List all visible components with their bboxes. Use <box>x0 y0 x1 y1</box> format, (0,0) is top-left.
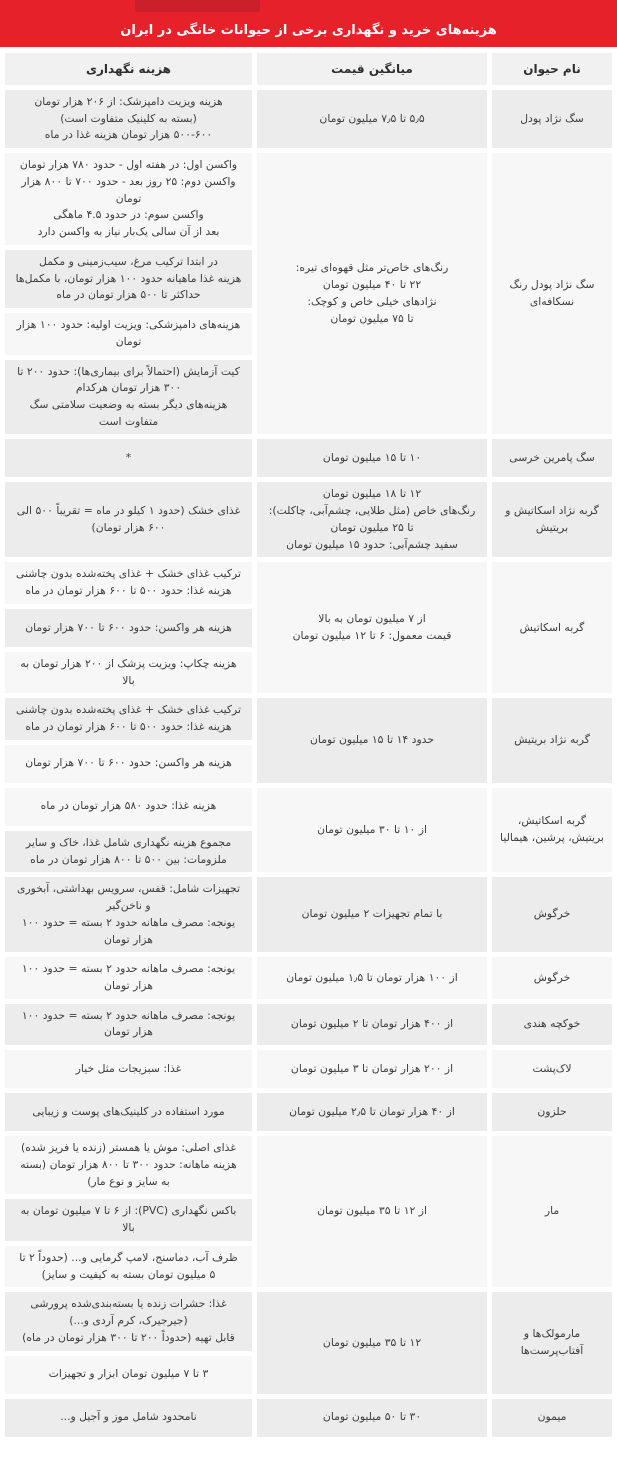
maintenance-line: هزینه غذا ماهیانه حدود ۱۰۰ هزار تومان، با مکمل‌ها حداکثر تا ۵۰۰ هزار تومان در ماه <box>15 271 242 302</box>
maintenance-line: بعد از آن سالی یک‌بار نیاز به واکسن دارد <box>37 225 220 239</box>
animal-cell: سگ نژاد پودل رنگ نسکافه‌ای <box>492 153 612 434</box>
column-header-price: میانگین قیمت <box>257 53 487 85</box>
price-line: از ۱۰ تا ۳۰ میلیون تومان <box>317 822 427 836</box>
maintenance-block <box>5 90 252 148</box>
maintenance-line: * <box>125 451 132 465</box>
price-cell <box>257 482 487 557</box>
maintenance-line: (بسته به کلینیک متفاوت است) <box>60 111 197 125</box>
table-row <box>5 90 612 148</box>
animal-cell: گربه اسکاتیش، بریتیش، پرشین، هیمالیا <box>492 788 612 872</box>
maintenance-block <box>5 1399 252 1437</box>
maintenance-line: هزینه غذا: حدود ۵۰۰ تا ۶۰۰ هزار تومان در ماه <box>25 584 232 598</box>
maintenance-line: هزینه غذا: حدود ۵۸۰ هزار تومان در ماه <box>40 799 217 813</box>
table-row <box>5 1004 612 1045</box>
price-line: ۲۲ تا ۴۰ میلیون تومان <box>322 278 422 292</box>
column-header-animal: نام حیوان <box>492 53 612 85</box>
maintenance-block <box>5 1136 252 1194</box>
price-line: ۱۲ تا ۱۸ میلیون تومان <box>322 487 422 501</box>
price-line: ۱۰ تا ۱۵ میلیون تومان <box>322 451 422 465</box>
maintenance-line: هزینه چکاپ: ویزیت پزشک از ۲۰۰ هزار تومان به بالا <box>20 656 237 687</box>
maintenance-cell <box>5 1093 252 1131</box>
animal-cell: خرگوش <box>492 877 612 952</box>
price-cell <box>257 788 487 872</box>
maintenance-line: هزینه هر واکسن: حدود ۶۰۰ تا ۷۰۰ هزار تومان <box>25 756 232 770</box>
maintenance-block <box>5 1004 252 1045</box>
maintenance-line: هزینه‌های دیگر بسته به وضعیت سلامتی سگ متفاوت است <box>29 398 228 428</box>
price-cell <box>257 1050 487 1088</box>
maintenance-block <box>5 1246 252 1287</box>
maintenance-cell <box>5 1292 252 1393</box>
animal-cell: مارمولک‌ها و آفتاب‌پرست‌ها <box>492 1292 612 1393</box>
maintenance-line: هزینه غذا: حدود ۵۰۰ تا ۶۰۰ هزار تومان در ماه <box>25 720 232 734</box>
price-cell <box>257 90 487 148</box>
maintenance-line: ترکیب غذای خشک + غذای پخته‌شده بدون چاشنی <box>16 703 242 717</box>
maintenance-line: ترکیب غذای خشک + غذای پخته‌شده بدون چاشنی <box>16 567 242 581</box>
maintenance-cell <box>5 562 252 693</box>
maintenance-line: هزینه هر واکسن: حدود ۶۰۰ تا ۷۰۰ هزار تومان <box>25 620 232 634</box>
maintenance-line: یونجه: مصرف ماهانه حدود ۲ بسته = حدود ۱۰۰ هزار تومان <box>21 962 236 992</box>
price-cell <box>257 1004 487 1045</box>
maintenance-block <box>5 652 252 693</box>
price-cell <box>257 1093 487 1131</box>
maintenance-block <box>5 482 252 557</box>
animal-cell: میمون <box>492 1399 612 1437</box>
animal-cell: سگ پامرین خرسی <box>492 439 612 477</box>
price-line: سفید چشم‌آبی: حدود ۱۵ میلیون تومان <box>286 537 458 551</box>
maintenance-cell <box>5 1004 252 1045</box>
price-line: ۵٫۵ تا ۷٫۵ میلیون تومان <box>319 111 425 125</box>
price-line: تا ۷۵ میلیون تومان <box>330 311 414 325</box>
maintenance-line: غذا: حشرات زنده یا بسته‌بندی‌شده پرورشی (جیرجیرک، کرم آردی و...) <box>30 1297 227 1328</box>
table-row <box>5 1399 612 1437</box>
maintenance-line: هزینه‌های دامپزشکی: ویزیت اولیه: حدود ۱۰۰ هزار تومان <box>16 318 241 348</box>
price-cell <box>257 562 487 693</box>
column-header-maintenance: هزینه نگهداری <box>5 53 252 85</box>
maintenance-block <box>5 562 252 603</box>
maintenance-cell <box>5 90 252 148</box>
maintenance-line: تجهیزات شامل: قفس، سرویس بهداشتی، آبخوری و ناخن‌گیر <box>17 882 240 913</box>
maintenance-block <box>5 877 252 952</box>
maintenance-block <box>5 439 252 477</box>
price-cell <box>257 877 487 952</box>
maintenance-block <box>5 1050 252 1088</box>
maintenance-block <box>5 1199 252 1240</box>
price-cell <box>257 153 487 434</box>
table-row <box>5 877 612 952</box>
price-line: از ۴۰۰ هزار تومان تا ۲ میلیون تومان <box>290 1017 454 1031</box>
maintenance-block <box>5 1356 252 1394</box>
table-row <box>5 482 612 557</box>
maintenance-line: در ابتدا ترکیب مرغ، سیب‌زمینی و مکمل <box>39 254 218 268</box>
maintenance-cell <box>5 153 252 434</box>
maintenance-block <box>5 788 252 826</box>
price-line: از ۴۰ هزار تومان تا ۲٫۵ میلیون تومان <box>289 1104 455 1118</box>
price-cell <box>257 1292 487 1393</box>
price-line: حدود ۱۴ تا ۱۵ میلیون تومان <box>309 733 435 747</box>
table-header-row <box>5 53 612 85</box>
maintenance-line: غذای خشک (حدود ۱ کیلو در ماه = تقریباً ۵۰۰ الی ۶۰۰ هزار تومان) <box>16 504 241 534</box>
maintenance-cell <box>5 482 252 557</box>
maintenance-line: ۵۰۰-۶۰۰ هزار تومان هزینه غذا در ماه <box>44 128 213 142</box>
animal-cell: لاک‌پشت <box>492 1050 612 1088</box>
table-row <box>5 788 612 872</box>
animal-cell: گربه نژاد بریتیش <box>492 698 612 782</box>
animal-cell: گربه اسکاتیش <box>492 562 612 693</box>
animal-cell: سگ نژاد پودل <box>492 90 612 148</box>
price-line: نژادهای خیلی خاص و کوچک: <box>307 294 437 308</box>
maintenance-line: ۳ تا ۷ میلیون تومان ابزار و تجهیزات <box>48 1367 209 1381</box>
maintenance-cell <box>5 1136 252 1287</box>
maintenance-block <box>5 1292 252 1350</box>
price-line: قیمت معمول: ۶ تا ۱۲ میلیون تومان <box>292 628 452 642</box>
table-row <box>5 1292 612 1393</box>
maintenance-cell <box>5 439 252 477</box>
table-row <box>5 439 612 477</box>
maintenance-line: قابل تهیه (حدوداً ۲۰۰ تا ۳۰۰ هزار تومان در ماه) <box>22 1330 235 1344</box>
maintenance-line: غذای اصلی: موش یا همستر (زنده یا فریز شده) <box>21 1141 236 1155</box>
price-cell <box>257 1136 487 1287</box>
table-row <box>5 957 612 998</box>
price-cell <box>257 439 487 477</box>
price-line: ۱۲ تا ۳۵ میلیون تومان <box>322 1335 422 1349</box>
banner <box>0 0 617 47</box>
price-line: با تمام تجهیزات ۲ میلیون تومان <box>301 907 443 921</box>
maintenance-block <box>5 745 252 783</box>
maintenance-block <box>5 153 252 245</box>
maintenance-line: مجموع هزینه نگهداری شامل غذا، خاک و سایر ملزومات: بین ۵۰۰ تا ۸۰۰ هزار تومان در ماه <box>25 835 232 866</box>
price-cell <box>257 698 487 782</box>
maintenance-cell <box>5 957 252 998</box>
maintenance-line: هزینه ویزیت دامپزشک: از ۲۰۶ هزار تومان <box>34 95 223 108</box>
price-line: از ۱۰۰ هزار تومان تا ۱٫۵ میلیون تومان <box>286 970 458 984</box>
maintenance-cell <box>5 698 252 782</box>
cost-table <box>0 47 617 1457</box>
animal-cell: مار <box>492 1136 612 1287</box>
maintenance-block <box>5 609 252 647</box>
table-row <box>5 698 612 782</box>
table-row <box>5 562 612 693</box>
maintenance-line: یونجه: مصرف ماهانه حدود ۲ بسته = حدود ۱۰۰ هزار تومان <box>21 915 236 946</box>
maintenance-block <box>5 831 252 872</box>
maintenance-block <box>5 313 252 354</box>
page-title: هزینه‌های خرید و نگهداری برخی از حیوانات خانگی در ایران <box>120 23 497 38</box>
animal-cell: گربه نژاد اسکاتیش و بریتیش <box>492 482 612 557</box>
maintenance-block <box>5 360 252 435</box>
price-line: از ۱۲ تا ۳۵ میلیون تومان <box>317 1204 427 1218</box>
animal-cell: خرگوش <box>492 957 612 998</box>
maintenance-line: ظرف آب، دماسنج، لامپ گرمایی و... (حدوداً ۲ تا ۵ میلیون تومان بسته به کیفیت و سایز) <box>19 1250 238 1281</box>
maintenance-line: واکسن دوم: ۲۵ روز بعد - حدود ۷۰۰ تا ۸۰۰ هزار تومان <box>21 174 236 205</box>
maintenance-cell <box>5 1399 252 1437</box>
maintenance-block <box>5 250 252 308</box>
banner-watermark <box>135 0 260 12</box>
maintenance-line: هزینه ماهانه: حدود ۳۰۰ تا ۸۰۰ هزار تومان (بسته به سایز و نوع مار) <box>20 1157 237 1188</box>
maintenance-cell <box>5 877 252 952</box>
table-row <box>5 1136 612 1287</box>
price-cell <box>257 1399 487 1437</box>
maintenance-block <box>5 698 252 739</box>
maintenance-block <box>5 1093 252 1131</box>
maintenance-line: واکسن سوم: در حدود ۴.۵ ماهگی <box>53 208 204 222</box>
maintenance-block <box>5 957 252 998</box>
maintenance-line: مورد استفاده در کلینیک‌های پوست و زیبایی <box>32 1104 225 1118</box>
maintenance-line: کیت آزمایش (احتمالاً برای بیماری‌ها): حدود ۲۰۰ تا ۳۰۰ هزار تومان هرکدام <box>17 364 240 395</box>
table-row <box>5 153 612 434</box>
price-line: رنگ‌های خاص‌تر مثل قهوه‌ای تیره: <box>295 261 449 275</box>
maintenance-line: یونجه: مصرف ماهانه حدود ۲ بسته = حدود ۱۰۰ هزار تومان <box>21 1008 236 1039</box>
price-line: از ۲۰۰ هزار تومان تا ۳ میلیون تومان <box>290 1061 454 1075</box>
maintenance-cell <box>5 788 252 872</box>
price-cell <box>257 957 487 998</box>
table-row <box>5 1093 612 1131</box>
price-line: ۳۰ تا ۵۰ میلیون تومان <box>322 1410 422 1424</box>
price-line: رنگ‌های خاص (مثل طلایی، چشم‌آبی، چاکلت): <box>268 504 476 518</box>
maintenance-line: باکس نگهداری (PVC): از ۶ تا ۷ میلیون تومان به بالا <box>20 1204 237 1235</box>
table-row <box>5 1050 612 1088</box>
animal-cell: حلزون <box>492 1093 612 1131</box>
maintenance-line: واکسن اول: در هفته اول - حدود ۷۸۰ هزار تومان <box>19 158 238 172</box>
price-line: تا ۲۵ میلیون تومان <box>330 520 414 534</box>
maintenance-line: غذا: سبزیجات مثل خیار <box>75 1061 182 1075</box>
price-line: از ۷ میلیون تومان به بالا <box>318 612 426 626</box>
maintenance-line: نامحدود شامل موز و آجیل و... <box>60 1410 197 1424</box>
table-body <box>5 90 612 1437</box>
animal-cell: خوکچه هندی <box>492 1004 612 1045</box>
maintenance-cell <box>5 1050 252 1088</box>
